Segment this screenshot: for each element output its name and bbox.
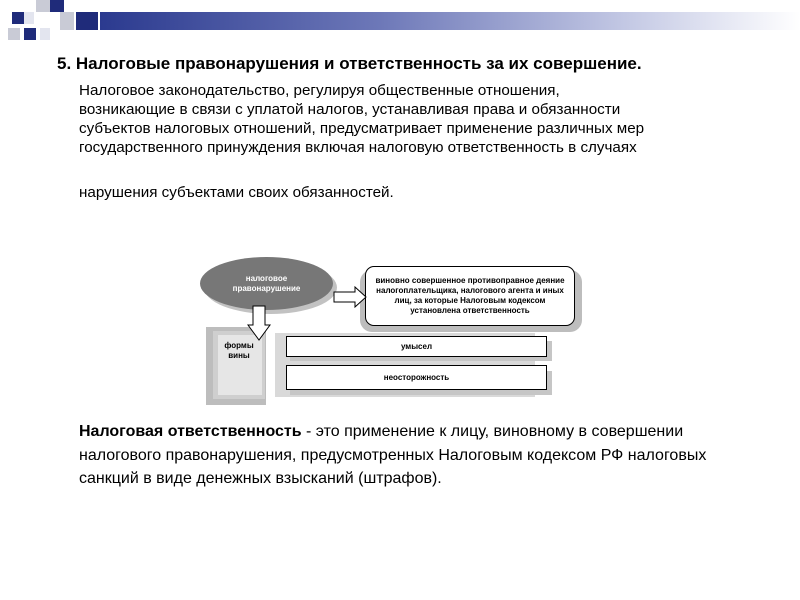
definition-text: виновно совершенное противоправное деяние налогоплательщика, налогового агента и иных лиц, за которые Налоговым кодексом установлена ответственность [375, 276, 565, 315]
negligence-box [286, 365, 547, 390]
diagram [200, 255, 580, 405]
header-square-light-2 [40, 28, 50, 40]
header-square-light-1 [24, 12, 34, 24]
header-square-gray-2 [8, 28, 20, 40]
right-arrow-icon [333, 286, 367, 308]
oval-label: налоговое правонарушение [232, 273, 301, 293]
tax-liability-text: - это применение к лицу, виновному в совершении налогового правонарушения, предусмотренных Налоговым кодексом РФ налоговых санкций в виде денежных взысканий (штрафов). [79, 423, 707, 487]
paragraph-line-3: субъектов налоговых отношений, предусматривает применение различных мер [79, 120, 645, 137]
header-square-navy-2 [50, 0, 64, 12]
paragraph-line-1: Налоговое законодательство, регулируя общественные отношения, [79, 82, 560, 99]
intent-box [286, 336, 547, 357]
definition-box [365, 266, 575, 326]
forms-of-guilt-label: формы вины [224, 341, 254, 360]
tax-liability-term: Налоговая ответственность [79, 423, 302, 440]
section-heading: 5. Налоговые правонарушения и ответственность за их совершение. [57, 54, 642, 73]
header-square-navy-3 [24, 28, 36, 40]
paragraph-line-2: возникающие в связи с уплатой налогов, устанавливая права и обязанности [79, 101, 621, 118]
header-square-gray-1 [36, 0, 50, 12]
intent-label: умысел [400, 342, 433, 351]
negligence-label: неосторожность [383, 373, 450, 382]
paragraph-ending: нарушения субъектами своих обязанностей. [79, 184, 394, 201]
down-arrow-icon [247, 305, 271, 341]
header-gradient-bar [100, 12, 800, 30]
tax-liability-definition [79, 420, 729, 491]
paragraph-line-4: государственного принуждения включая налоговую ответственность в случаях [79, 139, 637, 156]
header-square-navy-4 [76, 12, 98, 30]
tax-offense-oval [200, 257, 333, 310]
header-square-navy-1 [12, 12, 24, 24]
intro-paragraph [79, 81, 759, 157]
header-square-gray-3 [60, 12, 74, 30]
